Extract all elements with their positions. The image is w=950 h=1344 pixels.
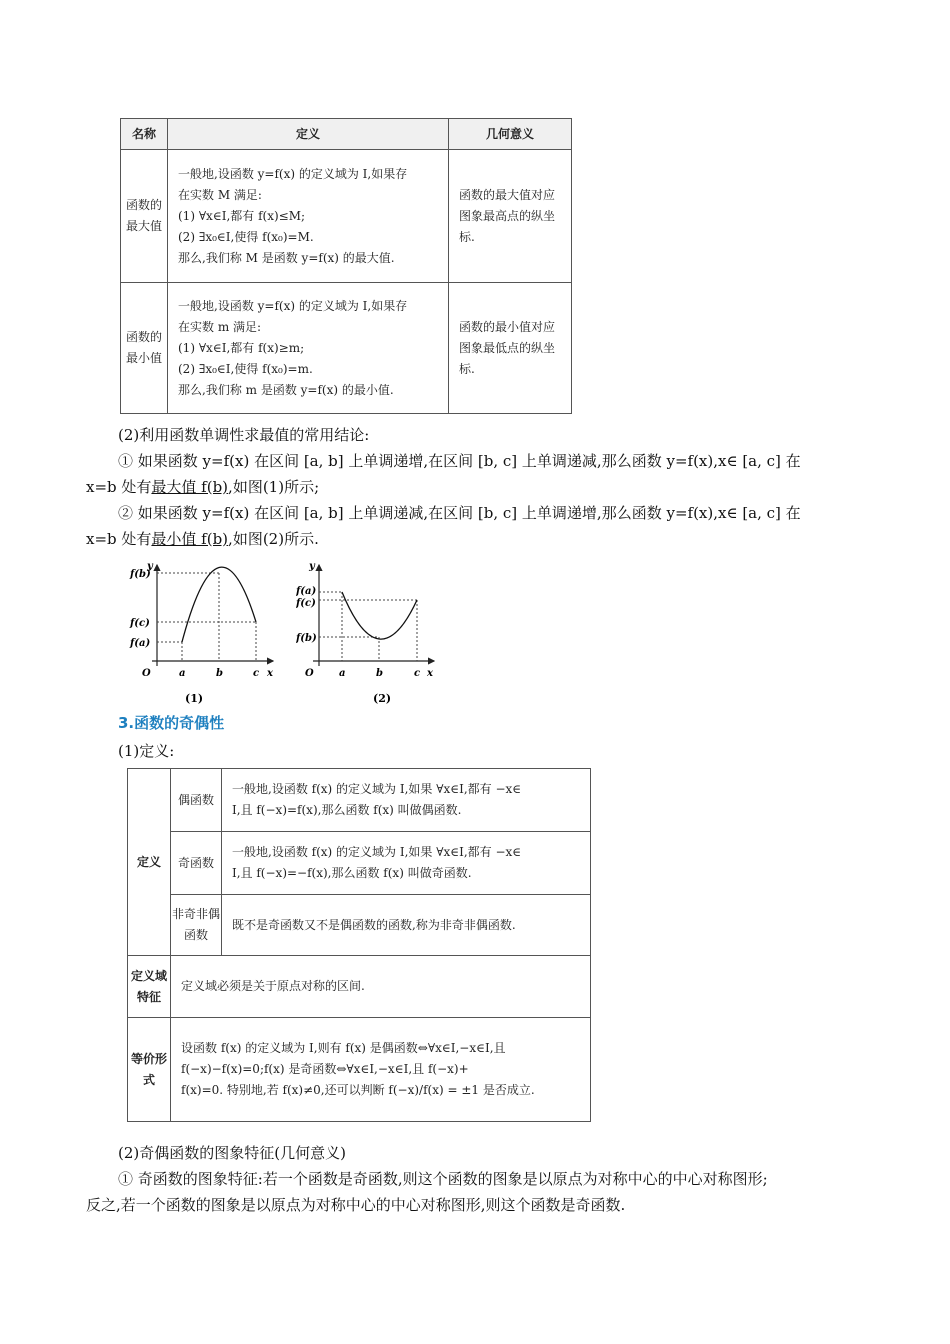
table-row [128,832,591,895]
origin-label: O [305,668,314,679]
equiv-text [171,1018,591,1122]
def-line: 那么,我们称 m 是函数 y=f(x) 的最小值. [178,382,394,397]
caption: (1) [185,692,204,705]
def-line: (1) ∀x∈I,都有 f(x)≤M; [178,208,306,223]
table-row [128,1018,591,1122]
x-label: x [427,668,433,679]
fa-label: f(a) [130,638,151,649]
row-def-max [168,150,449,283]
table-row [121,150,572,283]
def-line: 在实数 m 满足: [178,319,262,334]
text-line: 一般地,设函数 f(x) 的定义域为 I,如果 ∀x∈I,都有 −x∈ [232,782,522,796]
even-text [222,769,591,832]
row-def-min [168,283,449,414]
item2-post: ,如图(2)所示. [228,530,319,548]
item2-answer: 最小值 f(b) [151,530,229,548]
curve [342,592,417,639]
def-line: 那么,我们称 M 是函数 y=f(x) 的最大值. [178,250,395,265]
header-name: 名称 [121,119,168,150]
item2-pre: x=b 处有 [86,530,152,548]
def-line: (2) ∃x₀∈I,使得 f(x₀)=m. [178,361,313,376]
text-line: 一般地,设函数 f(x) 的定义域为 I,如果 ∀x∈I,都有 −x∈ [232,845,522,859]
fb-label: f(b) [130,569,151,580]
figure-1 [128,560,278,708]
text-line: f(x)=0. 特别地,若 f(x)≠0,还可以判断 f(−x)/f(x) = ±1 是否成立. [181,1083,535,1097]
section2-title: (2)利用函数单调性求最值的常用结论: [118,426,370,444]
x-label: x [267,668,273,679]
item2-line-b [86,526,319,552]
item1-pre: x=b 处有 [86,478,152,496]
table-row [128,769,591,832]
max-min-table [120,118,572,414]
header-geometry: 几何意义 [449,119,572,150]
a-label: a [339,668,346,679]
even-label: 偶函数 [171,769,222,832]
row-name-min: 函数的最小值 [121,283,168,414]
b-label: b [376,668,383,679]
cat-domain: 定义域特征 [128,956,171,1018]
def-line: 一般地,设函数 y=f(x) 的定义域为 I,如果存 [178,166,408,181]
fc-label: f(c) [296,598,316,609]
section4-line1: ① 奇函数的图象特征:若一个函数是奇函数,则这个函数的图象是以原点为对称中心的中心对称图形; [118,1170,768,1188]
item1-post: ,如图(1)所示; [228,478,320,496]
item1-answer: 最大值 f(b) [151,478,229,496]
table-row [128,956,591,1018]
neither-text: 既不是奇函数又不是偶函数的函数,称为非奇非偶函数. [222,895,591,956]
item1-line-b [86,474,319,500]
section3-heading: 3.函数的奇偶性 [118,714,225,732]
odd-text [222,832,591,895]
y-label: y [147,561,153,572]
item1-line-a: ① 如果函数 y=f(x) 在区间 [a, b] 上单调递增,在区间 [b, c] 上单调递减,那么函数 y=f(x),x∈ [a, c] 在 [118,452,801,470]
definition-title: (1)定义: [118,742,175,760]
a-label: a [179,668,186,679]
figure-2 [296,560,441,708]
row-name-max: 函数的最大值 [121,150,168,283]
parity-table [127,768,591,1122]
text-line: f(−x)−f(x)=0;f(x) 是奇函数⇔∀x∈I,−x∈I,且 f(−x)+ [181,1062,469,1076]
text-line: I,且 f(−x)=−f(x),那么函数 f(x) 叫做奇函数. [232,866,472,880]
def-line: (2) ∃x₀∈I,使得 f(x₀)=M. [178,229,314,244]
table-row [128,895,591,956]
caption: (2) [373,692,392,705]
text-line: 设函数 f(x) 的定义域为 I,则有 f(x) 是偶函数⇔∀x∈I,−x∈I,且 [181,1041,506,1055]
cat-equivalent: 等价形式 [128,1018,171,1122]
item2-line-a: ② 如果函数 y=f(x) 在区间 [a, b] 上单调递减,在区间 [b, c] 上单调递增,那么函数 y=f(x),x∈ [a, c] 在 [118,504,801,522]
c-label: c [414,668,421,679]
def-line: 一般地,设函数 y=f(x) 的定义域为 I,如果存 [178,298,408,313]
fb-label: f(b) [296,633,317,644]
section4-line2: 反之,若一个函数的图象是以原点为对称中心的中心对称图形,则这个函数是奇函数. [86,1196,626,1214]
b-label: b [216,668,223,679]
y-label: y [309,561,315,572]
table-header-row [121,119,572,150]
fc-label: f(c) [130,618,150,629]
def-line: 在实数 M 满足: [178,187,262,202]
c-label: c [253,668,260,679]
def-line: (1) ∀x∈I,都有 f(x)≥m; [178,340,305,355]
section4-title: (2)奇偶函数的图象特征(几何意义) [118,1144,346,1162]
domain-text: 定义域必须是关于原点对称的区间. [171,956,591,1018]
header-definition: 定义 [168,119,449,150]
row-geo-min: 函数的最小值对应图象最低点的纵坐标. [449,283,572,414]
neither-label: 非奇非偶函数 [171,895,222,956]
cat-definition: 定义 [128,769,171,956]
text-line: I,且 f(−x)=f(x),那么函数 f(x) 叫做偶函数. [232,803,462,817]
fa-label: f(a) [296,586,317,597]
origin-label: O [142,668,151,679]
odd-label: 奇函数 [171,832,222,895]
row-geo-max: 函数的最大值对应图象最高点的纵坐标. [449,150,572,283]
table-row [121,283,572,414]
